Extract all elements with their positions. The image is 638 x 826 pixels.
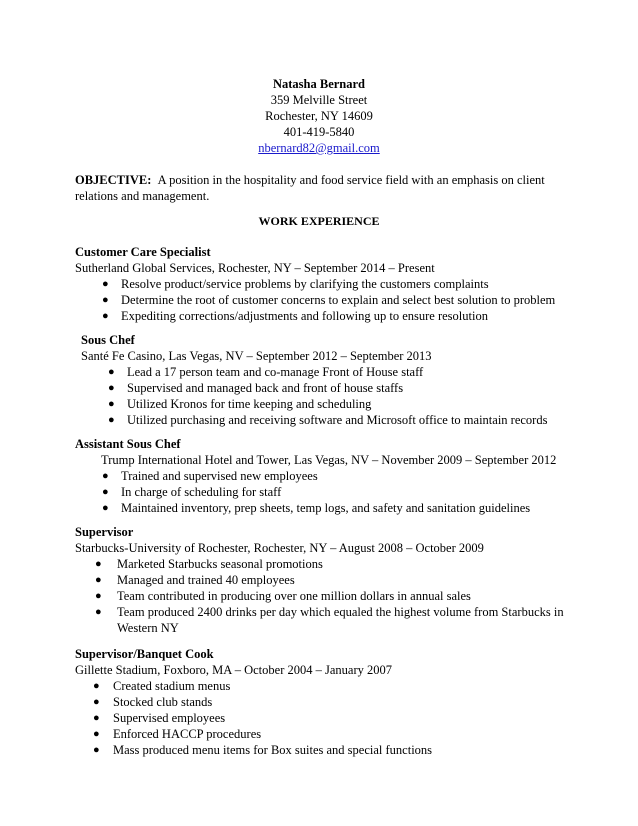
bullet-icon: ● xyxy=(93,712,100,724)
list-item: ● Maintained inventory, prep sheets, temp logs, and safety and sanitation guidelines xyxy=(102,501,531,515)
objective-text: A position in the hospitality and food service field with an emphasis on client relations and management. xyxy=(75,173,545,203)
job-entry xyxy=(75,646,570,758)
list-item: ● Team contributed in producing over one million dollars in annual sales xyxy=(95,589,471,603)
job-duties-list xyxy=(75,276,570,324)
bullet-icon: ● xyxy=(93,728,100,740)
bullet-icon: ● xyxy=(108,398,115,410)
contact-header xyxy=(0,76,638,156)
bullet-icon: ● xyxy=(102,502,109,514)
job-duties-list xyxy=(75,556,570,636)
list-item: ● Trained and supervised new employees xyxy=(102,469,318,483)
job-duties-list xyxy=(75,678,570,758)
bullet-icon: ● xyxy=(95,606,102,618)
bullet-icon: ● xyxy=(102,310,109,322)
objective-label: OBJECTIVE: xyxy=(75,173,152,187)
job-title: Assistant Sous Chef xyxy=(75,437,181,451)
list-item: ● Mass produced menu items for Box suites and special functions xyxy=(93,743,433,757)
city-state-zip: Rochester, NY 14609 xyxy=(265,109,373,123)
list-item: ● Supervised employees xyxy=(93,711,226,725)
job-entry xyxy=(81,332,576,428)
bullet-icon: ● xyxy=(108,414,115,426)
bullet-icon: ● xyxy=(95,558,102,570)
objective-paragraph xyxy=(75,172,565,204)
job-company: Gillette Stadium, Foxboro, MA – October 2004 – January 2007 xyxy=(75,663,392,677)
work-experience-heading: WORK EXPERIENCE xyxy=(258,214,380,228)
job-title: Supervisor xyxy=(75,525,134,539)
phone-number: 401-419-5840 xyxy=(283,125,355,139)
bullet-icon: ● xyxy=(95,590,102,602)
job-company: Starbucks-University of Rochester, Rochester, NY – August 2008 – October 2009 xyxy=(75,541,484,555)
job-title: Customer Care Specialist xyxy=(75,245,211,259)
list-item: ● Expediting corrections/adjustments and following up to ensure resolution xyxy=(102,309,488,323)
list-item: ● Resolve product/service problems by clarifying the customers complaints xyxy=(102,277,489,291)
bullet-icon: ● xyxy=(102,470,109,482)
bullet-icon: ● xyxy=(93,696,100,708)
bullet-icon: ● xyxy=(95,574,102,586)
list-item: ● Team produced 2400 drinks per day which equaled the highest volume from Starbucks in Western NY xyxy=(95,605,564,635)
list-item: ● Marketed Starbucks seasonal promotions xyxy=(95,557,323,571)
bullet-icon: ● xyxy=(102,294,109,306)
job-duties-list xyxy=(75,468,570,516)
list-item: ● Utilized purchasing and receiving software and Microsoft office to maintain records xyxy=(108,413,548,427)
job-entry xyxy=(75,524,570,636)
job-title: Supervisor/Banquet Cook xyxy=(75,647,214,661)
list-item: ● Supervised and managed back and front of house staffs xyxy=(108,381,404,395)
job-entry xyxy=(75,244,570,324)
street-address: 359 Melville Street xyxy=(270,93,368,107)
list-item: ● Determine the root of customer concerns to explain and select best solution to problem xyxy=(102,293,556,307)
list-item: ● Enforced HACCP procedures xyxy=(93,727,262,741)
bullet-icon: ● xyxy=(108,382,115,394)
list-item: ● Created stadium menus xyxy=(93,679,231,693)
list-item: ● Lead a 17 person team and co-manage Front of House staff xyxy=(108,365,424,379)
bullet-icon: ● xyxy=(102,278,109,290)
email-link[interactable]: nbernard82@gmail.com xyxy=(258,141,380,155)
list-item: ● Stocked club stands xyxy=(93,695,213,709)
job-company: Santé Fe Casino, Las Vegas, NV – September 2012 – September 2013 xyxy=(81,349,432,363)
bullet-icon: ● xyxy=(93,744,100,756)
bullet-icon: ● xyxy=(102,486,109,498)
applicant-name: Natasha Bernard xyxy=(272,77,366,91)
job-title: Sous Chef xyxy=(81,333,135,347)
list-item: ● In charge of scheduling for staff xyxy=(102,485,282,499)
list-item: ● Utilized Kronos for time keeping and scheduling xyxy=(108,397,372,411)
job-company: Sutherland Global Services, Rochester, NY – September 2014 – Present xyxy=(75,261,435,275)
list-item: ● Managed and trained 40 employees xyxy=(95,573,295,587)
job-duties-list xyxy=(81,364,576,428)
bullet-icon: ● xyxy=(93,680,100,692)
bullet-icon: ● xyxy=(108,366,115,378)
job-entry xyxy=(75,436,570,516)
job-company: Trump International Hotel and Tower, Las Vegas, NV – November 2009 – September 2012 xyxy=(101,453,557,467)
